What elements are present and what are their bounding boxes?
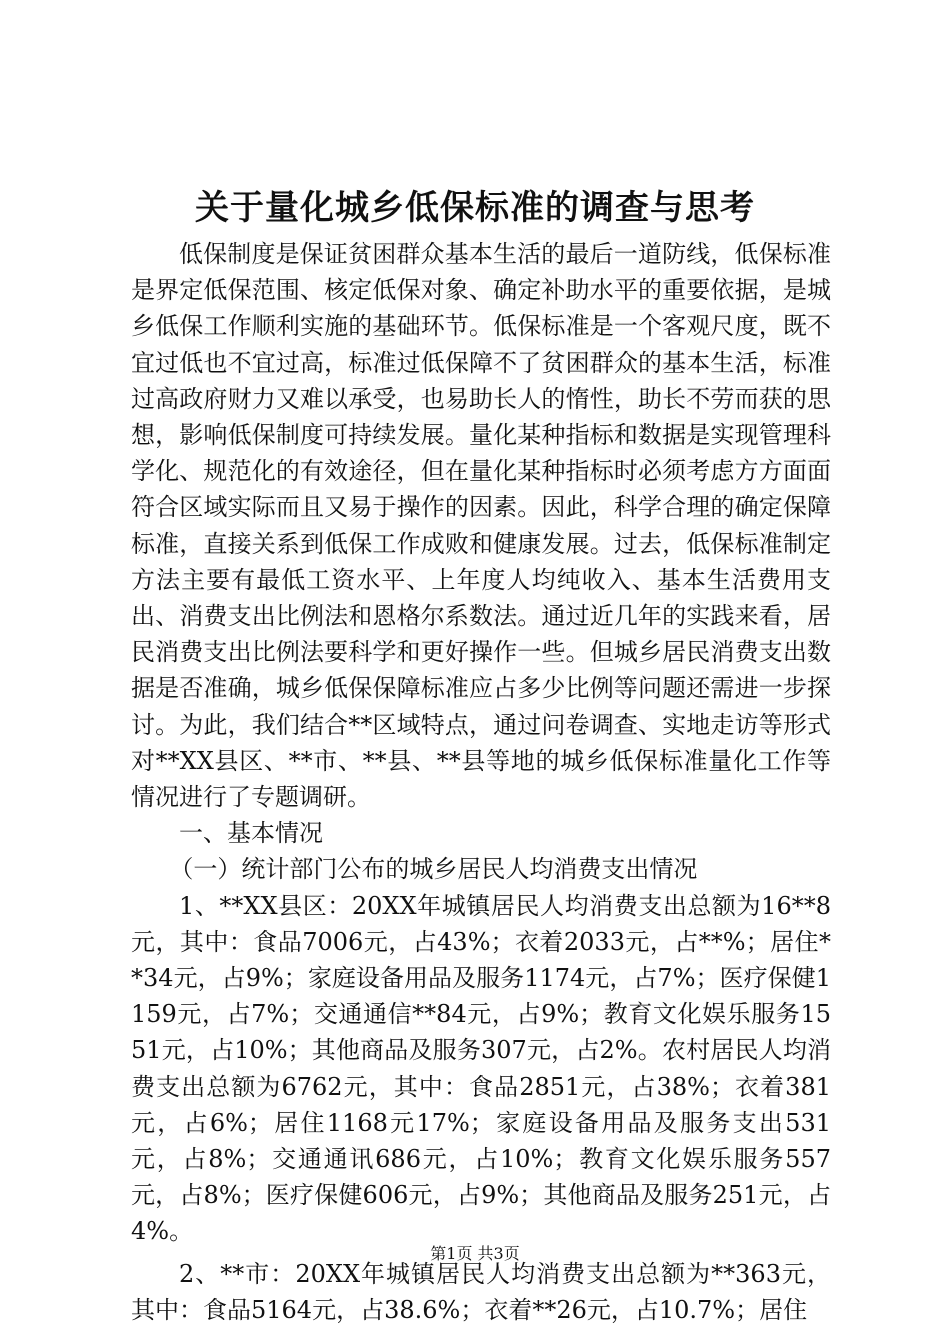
document-title: 关于量化城乡低保标准的调查与思考 [195, 188, 755, 228]
paragraph-county-district: 1、**XX县区：20XX年城镇居民人均消费支出总额为16**8元，其中：食品7006元，占43%；衣着2033元，占**%；居住**34元，占9%；家庭设备用品及服务1174元，占7%；医疗保健1159元，占7%；交通通信**84元，占9%；教育文化娱乐服务1551元，占10%；其他商品及服务307元，占2%。农村居民人均消费支出总额为6762元，其中：食品2851元，占38%；衣着381元，占6%；居住1168元17%；家庭设备用品及服务支出531元，占8%；交通通讯686元，占10%；教育文化娱乐服务557元，占8%；医疗保健606元，占9%；其他商品及服务251元，占4%。 [131, 891, 831, 1246]
paragraph-city: 2、**市：20XX年城镇居民人均消费支出总额为**363元，其中：食品5164元，占38.6%；衣着**26元，占10.7%；居住 [131, 1259, 831, 1324]
section-heading-basic-situation: 一、基本情况 [179, 819, 323, 848]
intro-paragraph: 低保制度是保证贫困群众基本生活的最后一道防线，低保标准是界定低保范围、核定低保对象、确定补助水平的重要依据，是城乡低保工作顺利实施的基础环节。低保标准是一个客观尺度，既不宜过低也不宜过高，标准过低保障不了贫困群众的基本生活，标准过高政府财力又难以承受，也易助长人的惰性，助长不劳而获的思想，影响低保制度可持续发展。量化某种指标和数据是实现管理科学化、规范化的有效途径，但在量化某种指标时必须考虑方方面面符合区域实际而且又易于操作的因素。因此，科学合理的确定保障标准，直接关系到低保工作成败和健康发展。过去，低保标准制定方法主要有最低工资水平、上年度人均纯收入、基本生活费用支出、消费支出比例法和恩格尔系数法。通过近几年的实践来看，居民消费支出比例法要科学和更好操作一些。但城乡居民消费支出数据是否准确，城乡低保保障标准应占多少比例等问题还需进一步探讨。为此，我们结合**区域特点，通过问卷调查、实地走访等形式对**XX县区、**市、**县、**县等地的城乡低保标准量化工作等情况进行了专题调研。 [131, 240, 831, 812]
document-body [131, 236, 831, 1328]
page-footer: 第1页 共3页 [430, 1244, 520, 1263]
subsection-heading-statistics: （一）统计部门公布的城乡居民人均消费支出情况 [169, 855, 698, 884]
